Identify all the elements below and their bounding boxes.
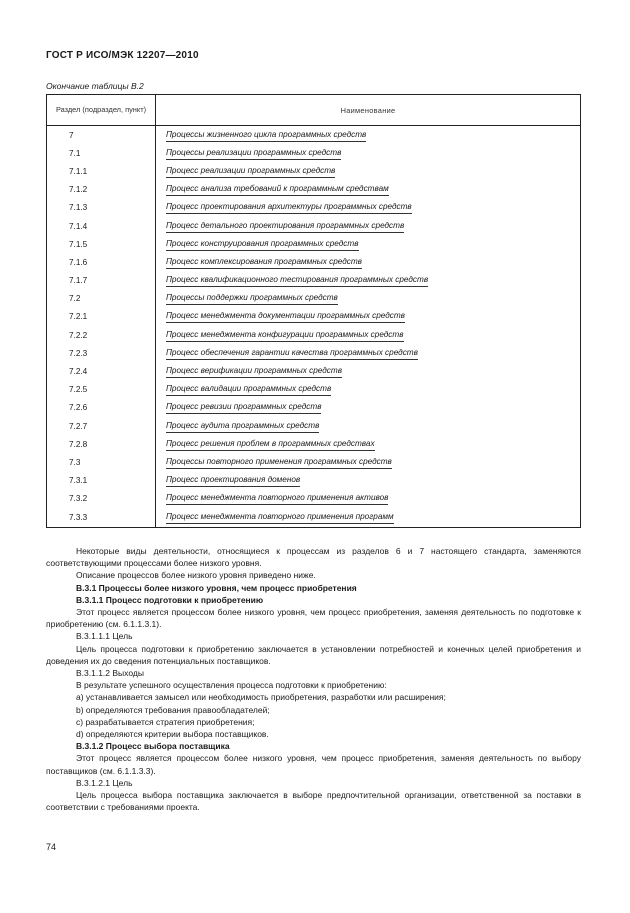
section-name-cell: [156, 235, 581, 253]
table-row: [47, 381, 581, 399]
section-name-cell: [156, 508, 581, 528]
section-name-cell: [156, 217, 581, 235]
paragraph: В.3.1.2.1 Цель: [76, 777, 133, 788]
section-code: 7.3.2: [47, 490, 156, 508]
section-name-cell: [156, 199, 581, 217]
section-name-cell: [156, 326, 581, 344]
paragraph: d) определяются критерии выбора поставщиков.: [76, 729, 269, 740]
body-text: [46, 545, 581, 813]
paragraph: a) устанавливается замысел или необходимость приобретения, разработки или расширения;: [76, 692, 446, 703]
section-code: 7.2.8: [47, 435, 156, 453]
section-name-cell: [156, 362, 581, 380]
column-header-name: Наименование: [156, 95, 581, 126]
paragraph: Этот процесс является процессом более низкого уровня, чем процесс приобретения, заменяя деятельность по подготовке к приобретению (см. 6.1.1.3.1).: [46, 607, 581, 630]
paragraph: b) определяются требования правообладателей;: [76, 704, 270, 715]
section-code: 7.1.2: [47, 181, 156, 199]
section-code: 7.2.2: [47, 326, 156, 344]
paragraph: Некоторые виды деятельности, относящиеся к процессам из разделов 6 и 7 настоящего стандарта, заменяются соответствующими процессами более низкого уровня.: [46, 546, 581, 569]
section-code: 7.3.1: [47, 472, 156, 490]
section-code: 7: [47, 126, 156, 145]
section-name: Процессы поддержки программных средств: [166, 292, 338, 305]
section-name-cell: [156, 144, 581, 162]
section-code: 7.2.6: [47, 399, 156, 417]
section-code: 7.2.1: [47, 308, 156, 326]
table-row: [47, 290, 581, 308]
section-name: Процесс обеспечения гарантии качества программных средств: [166, 347, 418, 360]
section-code: 7.2.4: [47, 362, 156, 380]
section-name: Процессы реализации программных средств: [166, 147, 341, 160]
section-name: Процесс конструирования программных средств: [166, 238, 359, 251]
section-name-cell: [156, 162, 581, 180]
table-row: [47, 308, 581, 326]
paragraph: Цель процесса подготовки к приобретению заключается в установлении потребностей и конечных целей приобретения и доведения их до сведения потенциальных поставщиков.: [46, 643, 581, 666]
document-header: ГОСТ Р ИСО/МЭК 12207—2010: [46, 50, 199, 61]
section-name: Процесс проектирования архитектуры программных средств: [166, 201, 412, 214]
section-name-cell: [156, 344, 581, 362]
section-name: Процесс ревизии программных средств: [166, 401, 321, 414]
section-code: 7.1.3: [47, 199, 156, 217]
section-code: 7.2: [47, 290, 156, 308]
section-name-cell: [156, 181, 581, 199]
section-name-cell: [156, 308, 581, 326]
section-code: 7.3.3: [47, 508, 156, 528]
section-code: 7.1.4: [47, 217, 156, 235]
table-row: [47, 344, 581, 362]
section-name-cell: [156, 435, 581, 453]
table-body: [47, 126, 581, 528]
table-row: [47, 217, 581, 235]
section-name-cell: [156, 381, 581, 399]
section-name: Процесс менеджмента повторного применения активов: [166, 492, 388, 505]
section-name: Процесс решения проблем в программных средствах: [166, 438, 375, 451]
table-row: [47, 162, 581, 180]
section-name: Процесс менеджмента конфигурации программных средств: [166, 329, 404, 342]
section-name-cell: [156, 453, 581, 471]
section-name-cell: [156, 272, 581, 290]
paragraph: В.3.1.1.1 Цель: [76, 631, 133, 642]
table-row: [47, 508, 581, 528]
paragraph: c) разрабатывается стратегия приобретения;: [76, 716, 255, 727]
section-code: 7.1.1: [47, 162, 156, 180]
section-code: 7.3: [47, 453, 156, 471]
section-name: Процесс валидации программных средств: [166, 383, 331, 396]
section-code: 7.2.3: [47, 344, 156, 362]
table-row: [47, 490, 581, 508]
section-code: 7.1.5: [47, 235, 156, 253]
table-row: [47, 362, 581, 380]
table-header-row: [47, 95, 581, 126]
section-code: 7.1.6: [47, 253, 156, 271]
section-name: Процесс детального проектирования программных средств: [166, 220, 404, 233]
table-row: [47, 272, 581, 290]
section-heading: В.3.1 Процессы более низкого уровня, чем процесс приобретения: [76, 582, 357, 593]
section-code: 7.1.7: [47, 272, 156, 290]
paragraph: Цель процесса выбора поставщика заключается в выборе предпочтительной организации, ответственной за поставки в соответствии с требованиями проекта.: [46, 790, 581, 813]
section-name: Процесс менеджмента документации программных средств: [166, 310, 405, 323]
paragraph: Описание процессов более низкого уровня приведено ниже.: [76, 570, 316, 581]
section-name: Процесс комплексирования программных средств: [166, 256, 362, 269]
section-name-cell: [156, 490, 581, 508]
section-name: Процесс менеджмента повторного применения программ: [166, 511, 394, 524]
section-name: Процесс реализации программных средств: [166, 165, 335, 178]
paragraph: В результате успешного осуществления процесса подготовки к приобретению:: [76, 680, 387, 691]
section-name: Процесс аудита программных средств: [166, 420, 319, 433]
section-name: Процессы повторного применения программных средств: [166, 456, 392, 469]
section-name-cell: [156, 399, 581, 417]
table-row: [47, 453, 581, 471]
table-row: [47, 326, 581, 344]
section-name: Процесс верификации программных средств: [166, 365, 342, 378]
table-row: [47, 472, 581, 490]
table-row: [47, 199, 581, 217]
section-code: 7.1: [47, 144, 156, 162]
sections-table: [46, 94, 581, 528]
paragraph: Этот процесс является процессом более низкого уровня, чем процесс приобретения, заменяя деятельность по выбору поставщиков (см. 6.1.1.3.3).: [46, 753, 581, 776]
section-code: 7.2.5: [47, 381, 156, 399]
section-name-cell: [156, 417, 581, 435]
section-name-cell: [156, 472, 581, 490]
section-name: Процессы жизненного цикла программных средств: [166, 129, 366, 142]
table-row: [47, 144, 581, 162]
paragraph: В.3.1.1.2 Выходы: [76, 668, 144, 679]
column-header-section: Раздел (подраздел, пункт): [47, 95, 156, 126]
section-name: Процесс проектирования доменов: [166, 474, 300, 487]
table-row: [47, 435, 581, 453]
table-row: [47, 181, 581, 199]
table-row: [47, 235, 581, 253]
table-caption: Окончание таблицы В.2: [46, 81, 144, 91]
section-name: Процесс квалификационного тестирования программных средств: [166, 274, 428, 287]
section-name-cell: [156, 126, 581, 145]
page-number: 74: [46, 842, 57, 852]
section-name-cell: [156, 290, 581, 308]
section-name-cell: [156, 253, 581, 271]
table-row: [47, 253, 581, 271]
table-row: [47, 126, 581, 145]
table-row: [47, 399, 581, 417]
section-name: Процесс анализа требований к программным средствам: [166, 183, 389, 196]
section-code: 7.2.7: [47, 417, 156, 435]
table-row: [47, 417, 581, 435]
section-heading: В.3.1.1 Процесс подготовки к приобретению: [76, 594, 264, 605]
section-heading: В.3.1.2 Процесс выбора поставщика: [76, 741, 230, 752]
